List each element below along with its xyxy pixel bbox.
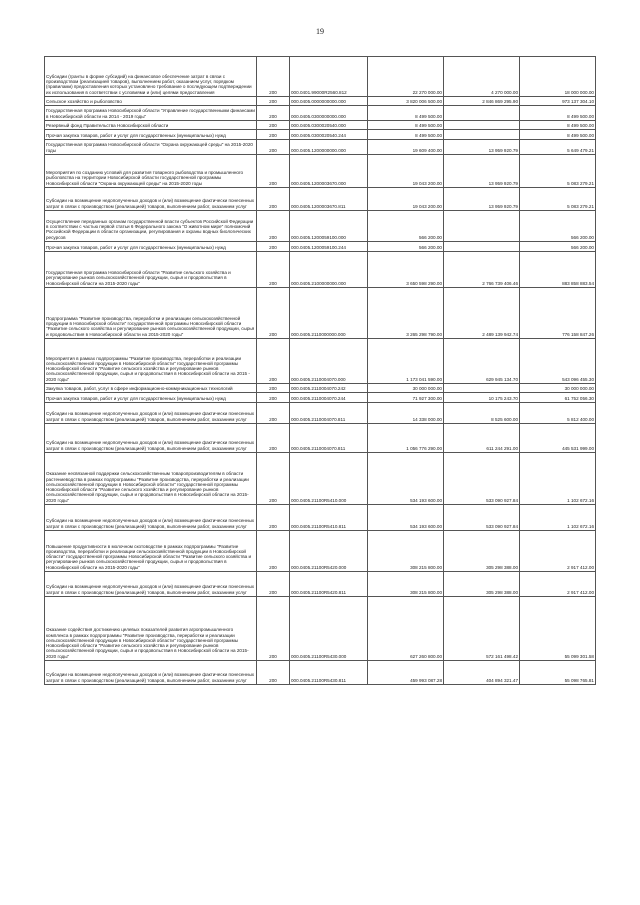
row-name-cell: Оказание содействия достижению целевых показателей развития агропромышленного комплекса в рамках подпрограммы "Развитие производства, переработки и реализации сельскохозяйственной продукции в Новосибирской области" государственной программы Новосибирской области "Развитие сельского хозяйства и регулирование рынков сельскохозяйственной продукции, сырья и продовольствия в Новосибирской области на 2015-2020 годы" (45, 597, 257, 661)
row-unexecuted-amount-cell: 5 083 279.21 (520, 155, 596, 188)
table-row (45, 97, 596, 106)
row-code-cell: 200 (257, 288, 290, 339)
row-classification-cell: 000.0405.2110004070.242 (290, 384, 368, 393)
row-unexecuted-amount-cell: 5 812 400.00 (520, 403, 596, 424)
table-row (45, 572, 596, 597)
row-executed-amount-cell (444, 211, 520, 242)
row-name-cell: Прочая закупка товаров, работ и услуг для государственных (муниципальных) нужд (45, 242, 257, 252)
table-row (45, 531, 596, 572)
row-code-cell: 200 (257, 140, 290, 155)
row-approved-amount-cell: 3 265 298 790.00 (368, 288, 444, 339)
table-row (45, 393, 596, 403)
row-approved-amount-cell: 8 499 500.00 (368, 130, 444, 140)
table-row (45, 453, 596, 505)
row-classification-cell: 000.0405.2110000000.000 (290, 288, 368, 339)
row-name-cell: Субсидии на возмещение недополученных доходов и (или) возмещение фактически понесенных затрат в связи с производством (реализацией) товаров, выполнением работ, оказанием услуг (45, 424, 257, 453)
row-unexecuted-amount-cell: 8 499 500.00 (520, 106, 596, 121)
row-unexecuted-amount-cell: 2 917 412.00 (520, 572, 596, 597)
table-row (45, 140, 596, 155)
row-classification-cell: 000.0405.2110004070.244 (290, 393, 368, 403)
row-classification-cell: 000.0405.1200059100.244 (290, 242, 368, 252)
row-code-cell: 200 (257, 252, 290, 288)
row-name-cell: Сельское хозяйство и рыболовство (45, 97, 257, 106)
row-executed-amount-cell: 404 894 321.47 (444, 661, 520, 685)
row-classification-cell: 000.0405.2110004070.811 (290, 403, 368, 424)
row-code-cell: 200 (257, 384, 290, 393)
row-unexecuted-amount-cell: 55 099 301.58 (520, 597, 596, 661)
row-unexecuted-amount-cell: 61 752 056.30 (520, 393, 596, 403)
row-name-cell: Мероприятия по созданию условий для развития товарного рыбоводства и промышленного рыболовства на территории Новосибирской области государственной программы Новосибирской области "Охрана окружающей среды" на 2015-2020 годы (45, 155, 257, 188)
row-classification-cell: 000.0405.2110004070.811 (290, 424, 368, 453)
table-row (45, 339, 596, 384)
page-number: 19 (316, 27, 324, 36)
row-executed-amount-cell: 2 489 139 942.74 (444, 288, 520, 339)
row-code-cell: 200 (257, 572, 290, 597)
row-name-cell: Субсидии (гранты в форме субсидий) на финансовое обеспечение затрат в связи с производством (реализацией товаров), выполнением работ, оказанием услуг, порядком (правилами) предоставления которых установлено требование о последующем подтверждении их использования в соответствии с условиями и (или) целями предоставления (45, 57, 257, 97)
row-approved-amount-cell: 8 499 500.00 (368, 121, 444, 130)
row-executed-amount-cell: 2 846 869 295.90 (444, 97, 520, 106)
table-row (45, 597, 596, 661)
row-approved-amount-cell: 22 270 000.00 (368, 57, 444, 97)
row-classification-cell: 000.0405.1200003670.000 (290, 155, 368, 188)
row-executed-amount-cell (444, 384, 520, 393)
row-name-cell: Субсидии на возмещение недополученных доходов и (или) возмещение фактически понесенных затрат в связи с производством (реализацией) товаров, выполнением работ, оказанием услуг (45, 188, 257, 211)
row-name-cell: Государственная программа Новосибирской области "Охрана окружающей среды" на 2015-2020 годы (45, 140, 257, 155)
row-code-cell: 200 (257, 661, 290, 685)
row-code-cell: 200 (257, 424, 290, 453)
table-body (45, 57, 596, 685)
row-executed-amount-cell: 305 298 388.00 (444, 531, 520, 572)
row-classification-cell: 000.0405.0300000000.000 (290, 106, 368, 121)
row-classification-cell: 000.0405.2100000000.000 (290, 252, 368, 288)
row-name-cell: Осуществление переданных органам государственной власти субъектов Российской Федерации в соответствии с частью первой статьи 6 Федерального закона "О животном мире" полномочий Российской Федерации в области организации, регулирования и охраны водных биологических ресурсов (45, 211, 257, 242)
row-classification-cell: 000.0405.21100R5430.000 (290, 597, 368, 661)
row-code-cell: 200 (257, 211, 290, 242)
row-approved-amount-cell: 3 820 006 500.00 (368, 97, 444, 106)
row-code-cell: 200 (257, 403, 290, 424)
row-executed-amount-cell: 533 090 927.84 (444, 505, 520, 531)
row-unexecuted-amount-cell: 543 096 455.30 (520, 339, 596, 384)
table-row (45, 288, 596, 339)
row-executed-amount-cell: 13 959 920.79 (444, 155, 520, 188)
row-executed-amount-cell (444, 242, 520, 252)
row-approved-amount-cell: 3 650 598 290.00 (368, 252, 444, 288)
row-classification-cell: 000.0401.99000R2560.812 (290, 57, 368, 97)
row-unexecuted-amount-cell: 18 000 000.00 (520, 57, 596, 97)
row-unexecuted-amount-cell: 5 083 279.21 (520, 188, 596, 211)
table-row (45, 505, 596, 531)
row-approved-amount-cell: 71 927 300.00 (368, 393, 444, 403)
table-row (45, 155, 596, 188)
row-unexecuted-amount-cell: 445 531 999.00 (520, 424, 596, 453)
row-classification-cell: 000.0405.1200003670.811 (290, 188, 368, 211)
row-code-cell: 200 (257, 121, 290, 130)
row-name-cell: Субсидии на возмещение недополученных доходов и (или) возмещение фактически понесенных затрат в связи с производством (реализацией) товаров, выполнением работ, оказанием услуг (45, 505, 257, 531)
row-code-cell: 200 (257, 393, 290, 403)
table-row (45, 188, 596, 211)
row-name-cell: Оказание несвязанной поддержки сельскохозяйственным товаропроизводителям в области растениеводства в рамках подпрограммы "Развитие производства, переработки и реализации сельскохозяйственной продукции в Новосибирской области" государственной программы Новосибирской области "Развитие сельского хозяйства и регулирование рынков сельскохозяйственной продукции, сырья и продовольствия в Новосибирской области на 2015-2020 годы" (45, 453, 257, 505)
row-classification-cell: 000.0405.21100R5420.000 (290, 531, 368, 572)
table-row (45, 106, 596, 121)
row-executed-amount-cell: 629 945 134.70 (444, 339, 520, 384)
row-approved-amount-cell: 19 609 400.00 (368, 140, 444, 155)
row-code-cell: 200 (257, 155, 290, 188)
row-classification-cell: 000.0405.0300020540.000 (290, 121, 368, 130)
row-code-cell: 200 (257, 339, 290, 384)
row-approved-amount-cell: 534 193 600.00 (368, 453, 444, 505)
table-row (45, 424, 596, 453)
row-name-cell: Прочая закупка товаров, работ и услуг для государственных (муниципальных) нужд (45, 130, 257, 140)
row-name-cell: Резервный фонд Правительства Новосибирской области (45, 121, 257, 130)
table-row (45, 211, 596, 242)
row-executed-amount-cell (444, 130, 520, 140)
row-code-cell: 200 (257, 597, 290, 661)
row-code-cell: 200 (257, 57, 290, 97)
row-name-cell: Мероприятия в рамках подпрограммы "Развитие производства, переработки и реализации сельскохозяйственной продукции в Новосибирской области" государственной программы Новосибирской области "Развитие сельского хозяйства и регулирование рынков сельскохозяйственной продукции, сырья и продовольствия в Новосибирской области на 2015 - 2020 годы" (45, 339, 257, 384)
row-code-cell: 200 (257, 188, 290, 211)
row-approved-amount-cell: 30 000 000.00 (368, 384, 444, 393)
row-unexecuted-amount-cell: 1 102 672.16 (520, 505, 596, 531)
row-executed-amount-cell: 13 959 920.79 (444, 140, 520, 155)
row-unexecuted-amount-cell: 8 499 500.00 (520, 130, 596, 140)
row-name-cell: Государственная программа Новосибирской области "Развитие сельского хозяйства и регулирование рынков сельскохозяйственной продукции, сырья и продовольствия в Новосибирской области на 2015-2020 годы" (45, 252, 257, 288)
budget-execution-table (44, 56, 596, 685)
row-unexecuted-amount-cell: 55 098 765.81 (520, 661, 596, 685)
row-unexecuted-amount-cell: 883 858 883.54 (520, 252, 596, 288)
row-executed-amount-cell: 611 244 291.00 (444, 424, 520, 453)
row-unexecuted-amount-cell: 2 917 412.00 (520, 531, 596, 572)
row-unexecuted-amount-cell: 30 000 000.00 (520, 384, 596, 393)
row-code-cell: 200 (257, 106, 290, 121)
table-row (45, 384, 596, 393)
table-row (45, 403, 596, 424)
row-name-cell: Субсидии на возмещение недополученных доходов и (или) возмещение фактически понесенных затрат в связи с производством (реализацией) товаров, выполнением работ, оказанием услуг (45, 572, 257, 597)
row-executed-amount-cell (444, 106, 520, 121)
row-name-cell: Государственная программа Новосибирской области "Управление государственными финансами в Новосибирской области на 2014 - 2019 годы" (45, 106, 257, 121)
row-executed-amount-cell: 572 161 498.42 (444, 597, 520, 661)
row-name-cell: Субсидии на возмещение недополученных доходов и (или) возмещение фактически понесенных затрат в связи с производством (реализацией) товаров, выполнением работ, оказанием услуг (45, 403, 257, 424)
row-approved-amount-cell: 308 215 800.00 (368, 531, 444, 572)
row-approved-amount-cell: 566 200.00 (368, 242, 444, 252)
row-executed-amount-cell: 305 298 388.00 (444, 572, 520, 597)
row-executed-amount-cell: 4 270 000.00 (444, 57, 520, 97)
row-approved-amount-cell: 14 338 000.00 (368, 403, 444, 424)
row-code-cell: 200 (257, 505, 290, 531)
row-unexecuted-amount-cell: 776 158 847.26 (520, 288, 596, 339)
row-classification-cell: 000.0405.0300020540.244 (290, 130, 368, 140)
row-unexecuted-amount-cell: 1 102 672.16 (520, 453, 596, 505)
row-code-cell: 200 (257, 130, 290, 140)
row-approved-amount-cell: 627 260 800.00 (368, 597, 444, 661)
row-executed-amount-cell: 533 090 927.84 (444, 453, 520, 505)
row-approved-amount-cell: 19 043 200.00 (368, 188, 444, 211)
row-classification-cell: 000.0405.21100R5410.811 (290, 505, 368, 531)
row-name-cell: Прочая закупка товаров, работ и услуг для государственных (муниципальных) нужд (45, 393, 257, 403)
row-code-cell: 200 (257, 453, 290, 505)
table-row (45, 252, 596, 288)
row-classification-cell: 000.0405.21100R5430.811 (290, 661, 368, 685)
row-approved-amount-cell: 19 043 200.00 (368, 155, 444, 188)
row-classification-cell: 000.0405.21100R5420.811 (290, 572, 368, 597)
row-code-cell: 200 (257, 531, 290, 572)
row-name-cell: Подпрограмма "Развитие производства, переработки и реализации сельскохозяйственной продукции в Новосибирской области" государственной программы Новосибирской области "Развитие сельского хозяйства и регулирование рынков сельскохозяйственной продукции, сырья и продовольствия в Новосибирской области на 2015-2020 годы" (45, 288, 257, 339)
row-approved-amount-cell: 534 193 600.00 (368, 505, 444, 531)
row-name-cell: Субсидии на возмещение недополученных доходов и (или) возмещение фактически понесенных затрат в связи с производством (реализацией) товаров, выполнением работ, оказанием услуг (45, 661, 257, 685)
row-approved-amount-cell: 1 173 041 590.00 (368, 339, 444, 384)
row-name-cell: Закупка товаров, работ, услуг в сфере информационно-коммуникационных технологий (45, 384, 257, 393)
table-row (45, 57, 596, 97)
row-unexecuted-amount-cell: 5 649 479.21 (520, 140, 596, 155)
table-row (45, 661, 596, 685)
row-executed-amount-cell: 13 959 920.79 (444, 188, 520, 211)
row-executed-amount-cell: 10 175 243.70 (444, 393, 520, 403)
row-classification-cell: 000.0405.0000000000.000 (290, 97, 368, 106)
row-unexecuted-amount-cell: 566 200.00 (520, 242, 596, 252)
row-code-cell: 200 (257, 97, 290, 106)
row-approved-amount-cell: 459 993 087.28 (368, 661, 444, 685)
row-approved-amount-cell: 8 499 500.00 (368, 106, 444, 121)
table-row (45, 121, 596, 130)
row-executed-amount-cell (444, 121, 520, 130)
row-approved-amount-cell: 308 215 800.00 (368, 572, 444, 597)
row-unexecuted-amount-cell: 8 499 500.00 (520, 121, 596, 130)
row-approved-amount-cell: 566 200.00 (368, 211, 444, 242)
row-executed-amount-cell: 8 525 600.00 (444, 403, 520, 424)
row-approved-amount-cell: 1 056 776 290.00 (368, 424, 444, 453)
row-classification-cell: 000.0405.21100R5410.000 (290, 453, 368, 505)
row-name-cell: Повышение продуктивности в молочном скотоводстве в рамках подпрограммы "Развитие производства, переработки и реализации сельскохозяйственной продукции в Новосибирской области" государственной программы Новосибирской области "Развитие сельского хозяйства и регулирование рынков сельскохозяйственной продукции, сырья и продовольствия в Новосибирской области на 2015-2020 годы" (45, 531, 257, 572)
row-unexecuted-amount-cell: 973 137 304.10 (520, 97, 596, 106)
row-classification-cell: 000.0405.2110004070.000 (290, 339, 368, 384)
row-classification-cell: 000.0405.1200000000.000 (290, 140, 368, 155)
row-classification-cell: 000.0405.1200059100.000 (290, 211, 368, 242)
row-unexecuted-amount-cell: 566 200.00 (520, 211, 596, 242)
table-row (45, 242, 596, 252)
row-executed-amount-cell: 2 766 739 406.46 (444, 252, 520, 288)
table-row (45, 130, 596, 140)
row-code-cell: 200 (257, 242, 290, 252)
